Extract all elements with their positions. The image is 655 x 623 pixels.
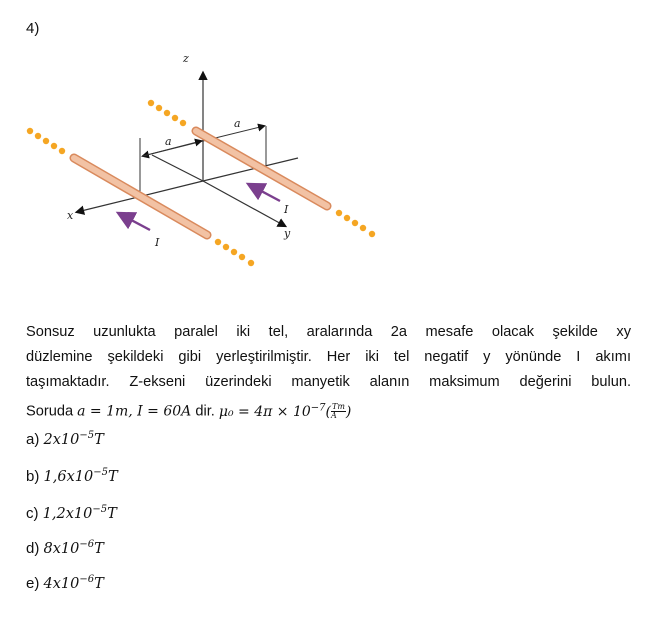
- option-label: c): [26, 504, 39, 522]
- right-wire-dots-end: [336, 210, 375, 237]
- y-axis: [203, 181, 285, 226]
- option-d[interactable]: [26, 539, 104, 557]
- x-axis-label: x: [67, 209, 74, 222]
- option-label: d): [26, 539, 40, 557]
- option-label: a): [26, 430, 40, 448]
- option-value: $8x10^{-6}T$: [43, 539, 104, 557]
- option-b[interactable]: [26, 467, 118, 485]
- negative-y-axis: [152, 155, 203, 181]
- question-number: 4): [26, 20, 40, 37]
- given-suffix: dir.: [195, 403, 215, 420]
- a-left-label: a: [165, 135, 172, 148]
- question-text: [26, 320, 631, 425]
- option-value: $1,6x10^{-5}T$: [43, 467, 118, 485]
- option-e[interactable]: [26, 574, 104, 592]
- mu-zero: $\mu_0 = 4\pi \times 10^{-7}$( $\frac{Tm}{A}$ ): [218, 402, 352, 421]
- option-label: e): [26, 574, 40, 592]
- left-wire-dots-start: [27, 128, 65, 154]
- question-line-3: taşımaktadır. Z-ekseni üzerindeki manyetik alanın maksimum değerini bulun.: [26, 374, 631, 390]
- option-value: $2x10^{-5}T$: [43, 430, 104, 448]
- a-right-label: a: [234, 117, 241, 130]
- option-value: $4x10^{-6}T$: [43, 574, 104, 592]
- given-values: a = 1m, I = 60A: [77, 403, 192, 420]
- current-arrow-right: [250, 185, 280, 201]
- option-value: $1,2x10^{-5}T$: [42, 504, 117, 522]
- question-line-1: Sonsuz uzunlukta paralel iki tel, aralarında 2a mesafe olacak şekilde xy: [26, 324, 631, 340]
- question-line-4: [26, 395, 631, 425]
- given-prefix: Soruda: [26, 403, 74, 420]
- y-axis-label: y: [284, 227, 291, 240]
- right-wire-dots-start: [148, 100, 186, 126]
- question-line-2: düzlemine şekildeki gibi yerleştirilmiştir. Her iki tel negatif y yönünde I akımı: [26, 349, 631, 365]
- current-right-label: I: [284, 203, 289, 216]
- option-c[interactable]: [26, 504, 117, 522]
- left-wire-dots-end: [215, 239, 254, 266]
- z-axis-label: z: [183, 52, 189, 65]
- unit-fraction: $\frac{Tm}{A}$: [331, 402, 345, 421]
- current-arrow-left: [120, 214, 150, 230]
- option-a[interactable]: [26, 430, 104, 448]
- current-left-label: I: [155, 236, 160, 249]
- wire-figure: [0, 0, 655, 300]
- option-label: b): [26, 467, 40, 485]
